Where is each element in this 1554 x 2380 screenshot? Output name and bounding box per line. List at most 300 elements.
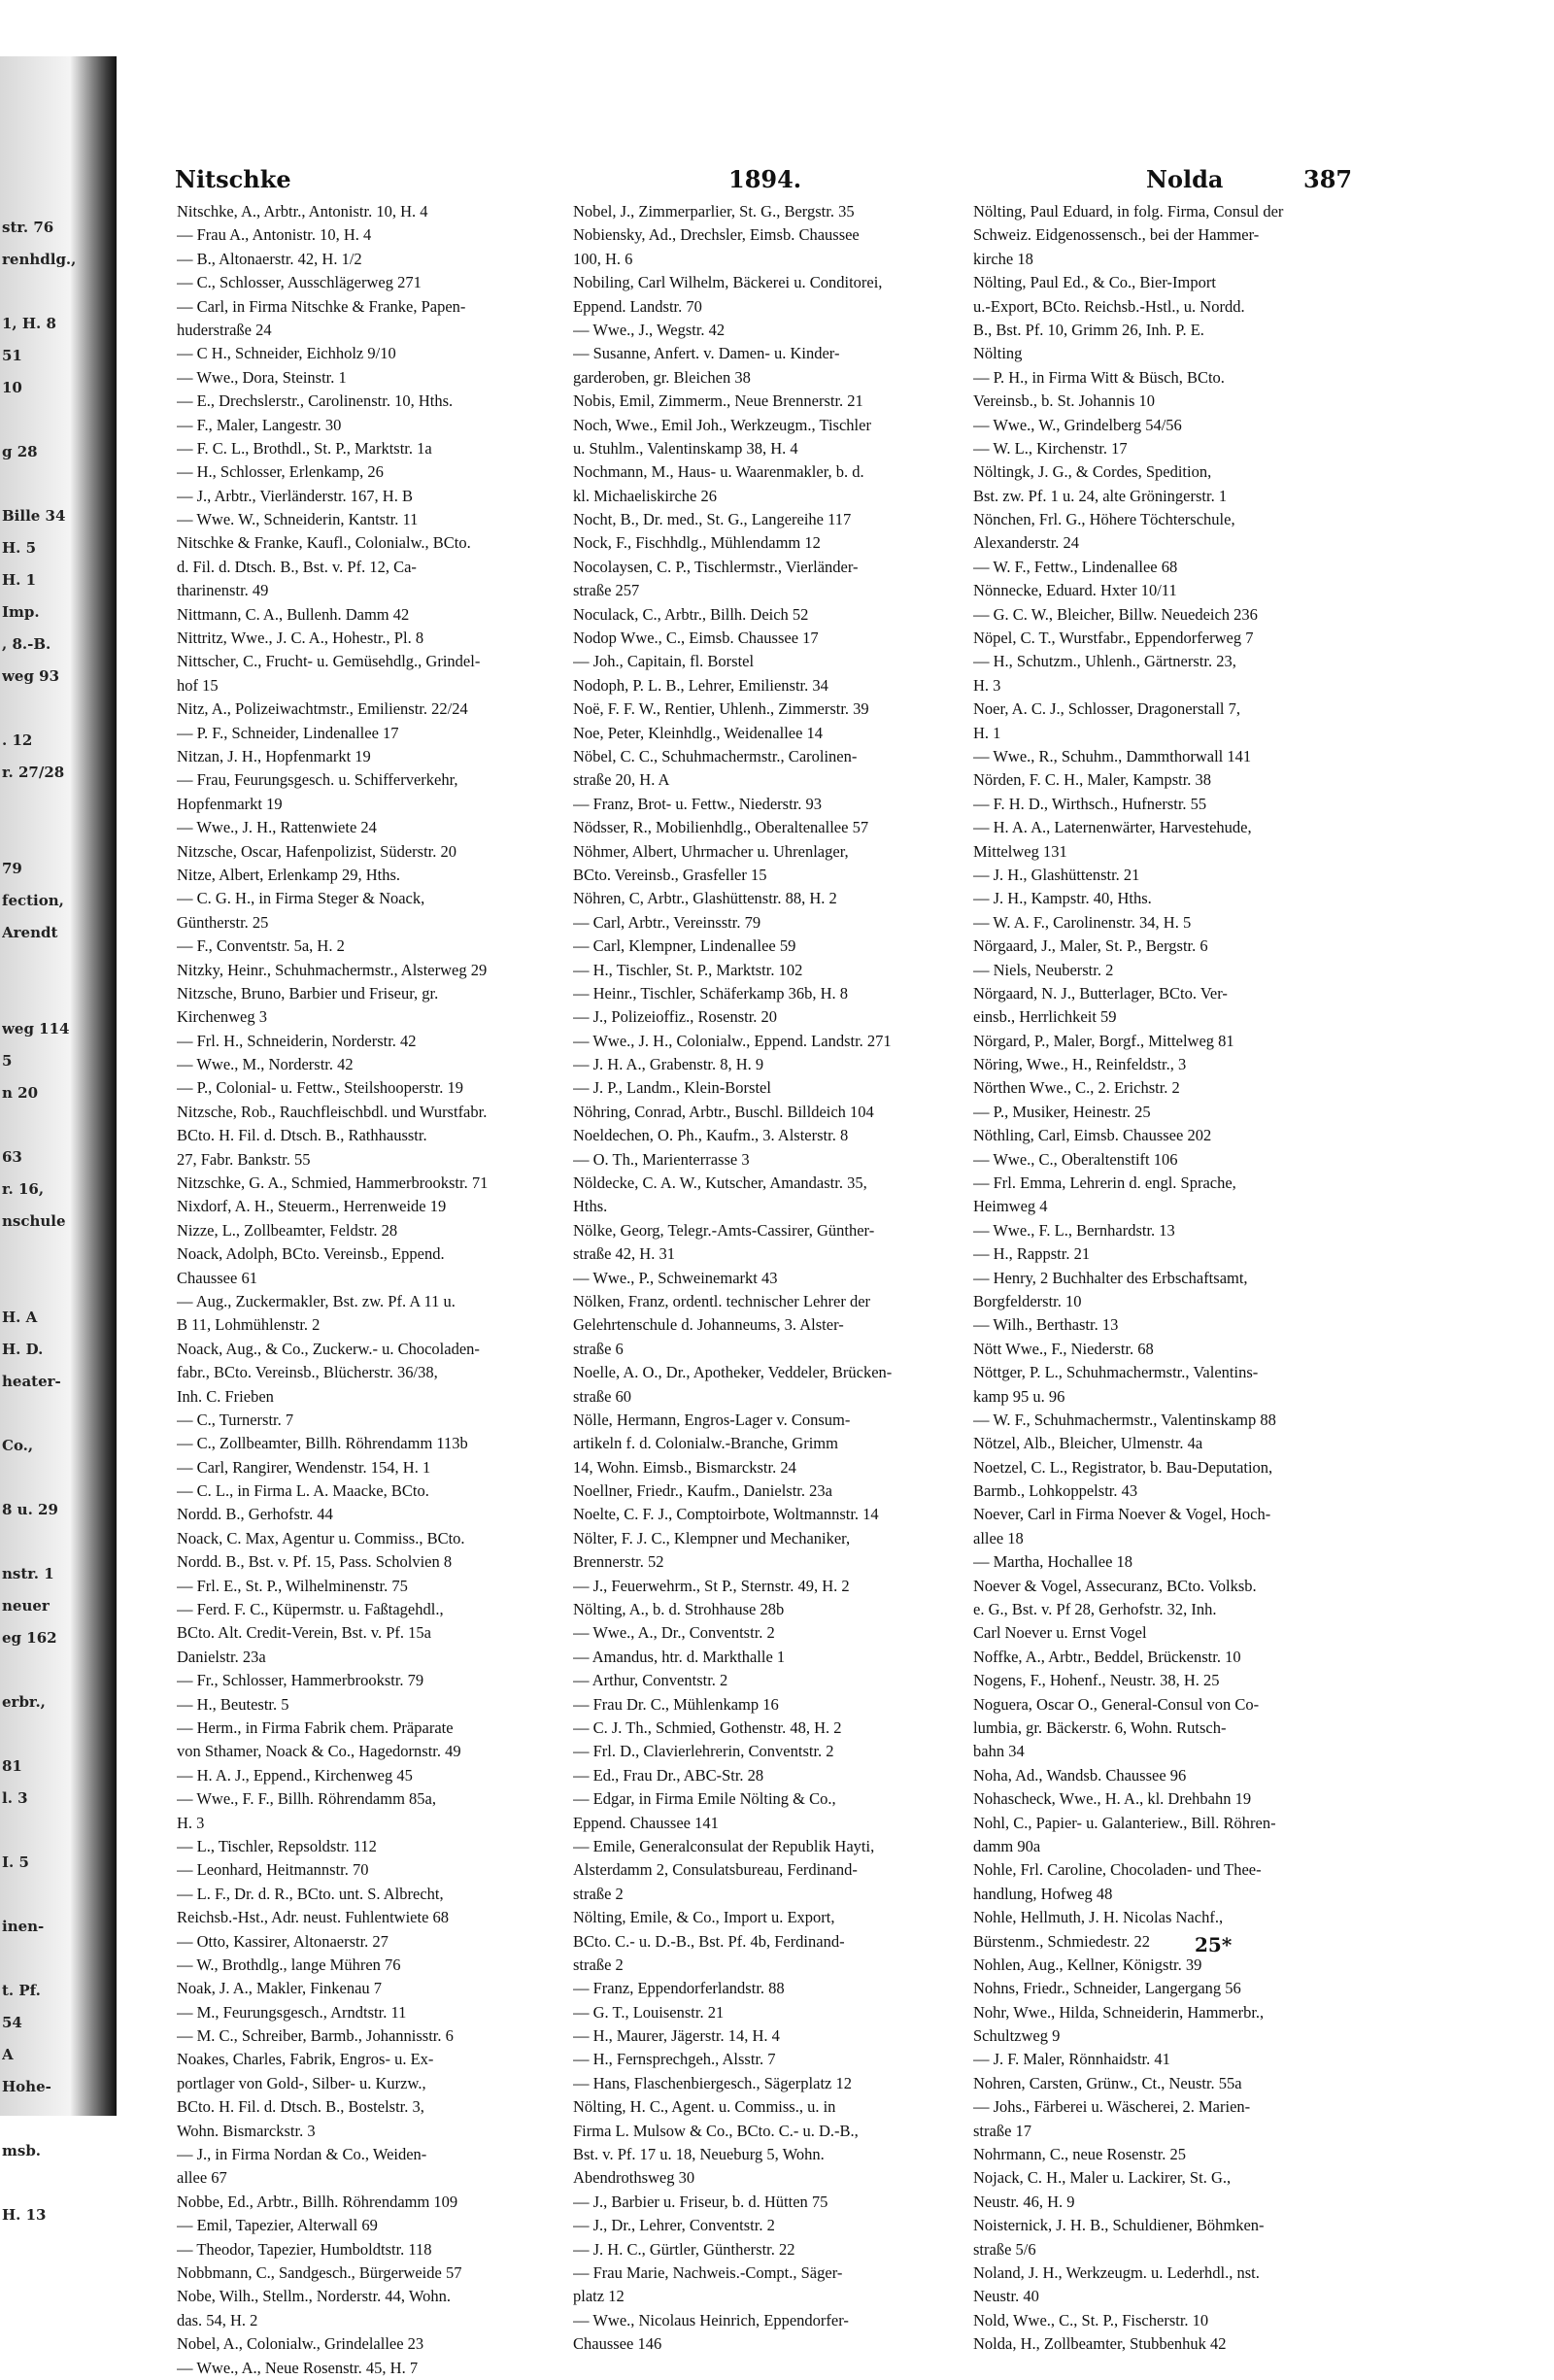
directory-entry-line: Nöring, Wwe., H., Reinfeldstr., 3 [973, 1055, 1187, 1074]
directory-entry-line: — J. H., Kampstr. 40, Hths. [973, 889, 1152, 908]
directory-entry-line: — C., Zollbeamter, Billh. Röhrendamm 113b [177, 1434, 468, 1453]
directory-entry-line: — Carl, in Firma Nitschke & Franke, Papen- [177, 296, 466, 316]
directory-entry-line: u. Stuhlm., Valentinskamp 38, H. 4 [573, 438, 798, 458]
directory-entry-line: Noever, Carl in Firma Noever & Vogel, Hoch- [973, 1505, 1271, 1524]
facing-page-fragment: l. 3 [2, 1789, 28, 1807]
directory-entry-line: Nittritz, Wwe., J. C. A., Hohestr., Pl. 8 [177, 629, 424, 648]
facing-page-fragment: H. 5 [2, 539, 37, 557]
directory-entry-line: — J. H. C., Gürtler, Güntherstr. 22 [573, 2239, 795, 2259]
directory-entry-line: — Wwe., F. L., Bernhardstr. 13 [973, 1220, 1175, 1240]
directory-entry-line: Nitze, Albert, Erlenkamp 29, Hths. [177, 865, 401, 884]
directory-entry-line: Nölting, A., b. d. Strohhause 28b [573, 1600, 785, 1619]
directory-entry-line: — Joh., Capitain, fl. Borstel [573, 652, 755, 671]
directory-entry-line: — Wwe. W., Schneiderin, Kantstr. 11 [177, 510, 419, 529]
header-left-catchword: Nitschke [175, 165, 291, 193]
directory-entry-line: — Carl, Arbtr., Vereinsstr. 79 [573, 912, 761, 932]
directory-entry-line: Nobbmann, C., Sandgesch., Bürgerweide 57 [177, 2262, 462, 2282]
directory-entry-line: Nohren, Carsten, Grünw., Ct., Neustr. 55a [973, 2073, 1242, 2092]
directory-entry-line: straße 60 [573, 1386, 632, 1406]
directory-entry-line: — Carl, Rangirer, Wendenstr. 154, H. 1 [177, 1457, 431, 1477]
directory-entry-line: — J., Dr., Lehrer, Conventstr. 2 [573, 2216, 775, 2235]
directory-entry-line: Nöldecke, C. A. W., Kutscher, Amandastr. 35, [573, 1173, 867, 1193]
directory-entry-line: — Susanne, Anfert. v. Damen- u. Kinder- [573, 344, 840, 363]
directory-entry-line: straße 257 [573, 581, 640, 600]
directory-entry-line: Noha, Ad., Wandsb. Chaussee 96 [973, 1765, 1187, 1785]
directory-entry-line: — M. C., Schreiber, Barmb., Johannisstr. 6 [177, 2026, 454, 2046]
directory-entry-line: Nörgard, P., Maler, Borgf., Mittelweg 81 [973, 1031, 1234, 1050]
facing-page-fragment: weg 114 [2, 1020, 70, 1037]
directory-entry-line: Nordd. B., Bst. v. Pf. 15, Pass. Scholvien 8 [177, 1552, 453, 1572]
directory-entry-line: Nitzsche, Rob., Rauchfleischbdl. und Wurstfabr. [177, 1102, 488, 1121]
directory-entry-line: Nörthen Wwe., C., 2. Erichstr. 2 [973, 1078, 1180, 1098]
facing-page-fragment: r. 16, [2, 1180, 45, 1198]
directory-entry-line: Heimweg 4 [973, 1197, 1048, 1216]
directory-entry-line: Noack, C. Max, Agentur u. Commiss., BCto. [177, 1528, 465, 1547]
directory-entry-line: — H., Rappstr. 21 [973, 1244, 1091, 1264]
directory-entry-line: Nödsser, R., Mobilienhdlg., Oberaltenallee 57 [573, 818, 869, 837]
facing-page-fragment [2, 1654, 117, 1686]
directory-entry-line: Alsterdamm 2, Consulatsbureau, Ferdinand- [573, 1860, 858, 1880]
directory-entry-line: — Leonhard, Heitmannstr. 70 [177, 1860, 369, 1880]
directory-entry-line: 27, Fabr. Bankstr. 55 [177, 1149, 311, 1169]
directory-entry-line: Firma L. Mulsow & Co., BCto. C.- u. D.-B., [573, 2121, 859, 2140]
directory-entry-line: Gelehrtenschule d. Johanneums, 3. Alster- [573, 1315, 844, 1335]
directory-entry-line: Reichsb.-Hst., Adr. neust. Fuhlentwiete 68 [177, 1908, 450, 1927]
directory-entry-line: — H., Schutzm., Uhlenh., Gärtnerstr. 23, [973, 652, 1236, 671]
directory-entry-line: Noffke, A., Arbtr., Beddel, Brückenstr. 10 [973, 1647, 1241, 1666]
directory-entry-line: — Ferd. F. C., Küpermstr. u. Faßtagehdl., [177, 1600, 444, 1619]
directory-entry-line: — G. T., Louisenstr. 21 [573, 2002, 725, 2022]
facing-page-fragment: t. Pf. [2, 1982, 41, 1999]
directory-entry-line: — Wwe., J., Wegstr. 42 [573, 320, 726, 339]
directory-entry-line: — P. F., Schneider, Lindenallee 17 [177, 723, 399, 742]
directory-entry-line: Noch, Wwe., Emil Joh., Werkzeugm., Tischler [573, 415, 871, 434]
header-right-catchword: Nolda [1146, 165, 1224, 193]
directory-entry-line: fabr., BCto. Vereinsb., Blücherstr. 36/38, [177, 1363, 438, 1382]
page-header [175, 165, 1353, 196]
directory-entry-line: Nötzel, Alb., Bleicher, Ulmenstr. 4a [973, 1434, 1203, 1453]
facing-page-fragment: renhdlg., [2, 251, 77, 268]
directory-entry-line: straße 17 [973, 2121, 1032, 2140]
directory-entry-line: Bst. zw. Pf. 1 u. 24, alte Gröningerstr. 1 [973, 486, 1228, 505]
directory-entry-line: Nöltingk, J. G., & Cordes, Spedition, [973, 462, 1212, 482]
directory-entry-line: B 11, Lohmühlenstr. 2 [177, 1315, 321, 1335]
directory-entry-line: Noak, J. A., Makler, Finkenau 7 [177, 1979, 383, 1998]
directory-entry-line: — Frau, Feurungsgesch. u. Schifferverkehr, [177, 770, 458, 790]
directory-entry-line: — J., in Firma Nordan & Co., Weiden- [177, 2145, 427, 2164]
directory-entry-line: Schweiz. Eidgenossensch., bei der Hammer- [973, 225, 1260, 245]
directory-entry-line: — Wwe., R., Schuhm., Dammthorwall 141 [973, 746, 1252, 765]
directory-entry-line: Nölting, Paul Ed., & Co., Bier-Import [973, 273, 1216, 292]
directory-entry-line: — B., Altonaerstr. 42, H. 1/2 [177, 249, 362, 268]
directory-entry-line: lumbia, gr. Bäckerstr. 6, Wohn. Rutsch- [973, 1718, 1227, 1737]
facing-page-fragment: erbr., [2, 1693, 46, 1711]
directory-entry-line: Nohle, Hellmuth, J. H. Nicolas Nachf., [973, 1908, 1224, 1927]
directory-entry-line: Inh. C. Frieben [177, 1386, 274, 1406]
directory-entry-line: — H., Schlosser, Erlenkamp, 26 [177, 462, 384, 482]
facing-page-fragment: nstr. 1 [2, 1565, 54, 1582]
directory-entry-line: Noguera, Oscar O., General-Consul von Co- [973, 1694, 1260, 1714]
directory-entry-line: Nöthling, Carl, Eimsb. Chaussee 202 [973, 1126, 1212, 1145]
directory-entry-line: kamp 95 u. 96 [973, 1386, 1065, 1406]
directory-entry-line: H. 1 [973, 723, 1001, 742]
facing-page-fragment: Hohe- [2, 2078, 51, 2095]
directory-entry-line: Nöttger, P. L., Schuhmachermstr., Valentins- [973, 1363, 1259, 1382]
directory-entry-line: — Wwe., C., Oberaltenstift 106 [973, 1149, 1178, 1169]
directory-entry-line: Nitz, A., Polizeiwachtmstr., Emilienstr. 22/24 [177, 699, 468, 719]
directory-entry-line: — Frl. E., St. P., Wilhelminenstr. 75 [177, 1576, 408, 1595]
directory-entry-line: H. 3 [177, 1813, 205, 1832]
directory-entry-line: — Heinr., Tischler, Schäferkamp 36b, H. 8 [573, 983, 849, 1003]
directory-entry-line: — Ed., Frau Dr., ABC-Str. 28 [573, 1765, 764, 1785]
facing-page-fragment: , 8.-B. [2, 635, 51, 653]
directory-entry-line: BCto. H. Fil. d. Dtsch. B., Rathhausstr. [177, 1126, 427, 1145]
facing-page-fragment [2, 1815, 117, 1847]
directory-entry-line: Noer, A. C. J., Schlosser, Dragonerstall 7, [973, 699, 1241, 719]
facing-page-fragment: H. A [2, 1309, 38, 1326]
directory-entry-line: — H., Beutestr. 5 [177, 1694, 289, 1714]
facing-page-fragment: Imp. [2, 603, 40, 621]
facing-page-fragment: msb. [2, 2142, 42, 2159]
directory-entry-line: Nönnecke, Eduard. Hxter 10/11 [973, 581, 1177, 600]
facing-page-fragment [2, 1109, 117, 1141]
directory-entry-line: Noe, Peter, Kleinhdlg., Weidenallee 14 [573, 723, 824, 742]
directory-entry-line: 100, H. 6 [573, 249, 633, 268]
directory-entry-line: Schultzweg 9 [973, 2026, 1061, 2046]
directory-entry-line: — H., Tischler, St. P., Marktstr. 102 [573, 960, 803, 979]
facing-page-fragment: heater- [2, 1373, 61, 1390]
directory-entry-line: Nittmann, C. A., Bullenh. Damm 42 [177, 604, 410, 624]
directory-entry-line: — Wilh., Berthastr. 13 [973, 1315, 1119, 1335]
directory-entry-line: Neustr. 46, H. 9 [973, 2192, 1075, 2211]
directory-entry-line: Nixdorf, A. H., Steuerm., Herrenweide 19 [177, 1197, 447, 1216]
directory-entry-line: BCto. C.- u. D.-B., Bst. Pf. 4b, Ferdinand- [573, 1931, 845, 1951]
directory-entry-line: — J., Polizeioffiz., Rosenstr. 20 [573, 1007, 778, 1027]
directory-entry-line: Nock, F., Fischhdlg., Mühlendamm 12 [573, 533, 821, 553]
directory-entry-line: Nöbel, C. C., Schuhmachermstr., Carolinen- [573, 746, 858, 765]
directory-entry-line: Wohn. Bismarckstr. 3 [177, 2121, 316, 2140]
directory-entry-line: Nocolaysen, C. P., Tischlermstr., Vierländer- [573, 557, 859, 576]
directory-entry-line: — C., Turnerstr. 7 [177, 1410, 294, 1429]
directory-entry-line: Noculack, C., Arbtr., Billh. Deich 52 [573, 604, 809, 624]
facing-page-fragment [2, 276, 117, 308]
directory-entry-line: — F., Maler, Langestr. 30 [177, 415, 342, 434]
directory-entry-line: — Aug., Zuckermakler, Bst. zw. Pf. A 11 u. [177, 1291, 456, 1310]
facing-page-fragment [2, 821, 117, 853]
facing-page-fragment [2, 1462, 117, 1494]
facing-page-fragment [2, 693, 117, 725]
directory-entry-line: straße 2 [573, 1955, 624, 1974]
directory-entry-line: Nold, Wwe., C., St. P., Fischerstr. 10 [973, 2310, 1209, 2329]
directory-entry-line: Barmb., Lohkoppelstr. 43 [973, 1481, 1138, 1501]
facing-page-fragment: inen- [2, 1918, 45, 1935]
directory-entry-line: hof 15 [177, 675, 219, 695]
directory-entry-line: Nölting, H. C., Agent. u. Commiss., u. in [573, 2097, 836, 2117]
facing-page-fragment: g 28 [2, 443, 38, 460]
directory-entry-line: tharinenstr. 49 [177, 581, 269, 600]
directory-entry-line: — L., Tischler, Repsoldstr. 112 [177, 1836, 377, 1855]
directory-entry-line: Noever & Vogel, Assecuranz, BCto. Volksb. [973, 1576, 1257, 1595]
directory-entry-line: straße 6 [573, 1339, 624, 1358]
facing-page-fragment: 8 u. 29 [2, 1501, 58, 1518]
directory-entry-line: — M., Feurungsgesch., Arndtstr. 11 [177, 2002, 407, 2022]
directory-entry-line: — Wwe., A., Neue Rosenstr. 45, H. 7 [177, 2358, 419, 2377]
facing-page-fragment [2, 1238, 117, 1270]
directory-entry-line: Nölter, F. J. C., Klempner und Mechaniker, [573, 1528, 851, 1547]
facing-page-fragment: 1, H. 8 [2, 315, 56, 332]
directory-entry-line: — J. P., Landm., Klein-Borstel [573, 1078, 771, 1098]
directory-entry-line: Nönchen, Frl. G., Höhere Töchterschule, [973, 510, 1235, 529]
directory-entry-line: Nohascheck, Wwe., H. A., kl. Drehbahn 19 [973, 1789, 1252, 1809]
directory-entry-line: Nitzky, Heinr., Schuhmachermstr., Alsterweg 29 [177, 960, 488, 979]
directory-entry-line: d. Fil. d. Dtsch. B., Bst. v. Pf. 12, Ca- [177, 557, 417, 576]
facing-page-fragment: 10 [2, 379, 22, 396]
directory-entry-line: — Frau Dr. C., Mühlenkamp 16 [573, 1694, 779, 1714]
directory-entry-line: das. 54, H. 2 [177, 2310, 258, 2329]
directory-entry-line: Nocht, B., Dr. med., St. G., Langereihe 117 [573, 510, 852, 529]
directory-entry-line: — Fr., Schlosser, Hammerbrookstr. 79 [177, 1671, 424, 1690]
directory-entry-line: Nölke, Georg, Telegr.-Amts-Cassirer, Günther- [573, 1220, 875, 1240]
directory-entry-line: Nött Wwe., F., Niederstr. 68 [973, 1339, 1154, 1358]
directory-entry-line: — W. L., Kirchenstr. 17 [973, 438, 1128, 458]
facing-page-fragment: 63 [2, 1148, 22, 1166]
directory-entry-line: Nodoph, P. L. B., Lehrer, Emilienstr. 34 [573, 675, 828, 695]
facing-page-fragment: weg 93 [2, 667, 60, 685]
directory-entry-line: — Niels, Neuberstr. 2 [973, 960, 1114, 979]
directory-entry-line: u.-Export, BCto. Reichsb.-Hstl., u. Nordd. [973, 296, 1245, 316]
directory-entry-line: Mittelweg 131 [973, 841, 1067, 861]
directory-entry-line: H. 3 [973, 675, 1001, 695]
facing-page-fragment [2, 468, 117, 500]
facing-page-fragment [2, 2167, 117, 2199]
directory-entry-line: — Wwe., J. H., Colonialw., Eppend. Landstr. 271 [573, 1031, 892, 1050]
directory-entry-line: Nitschke, A., Arbtr., Antonistr. 10, H. 4 [177, 202, 428, 221]
directory-entry-line: Noack, Adolph, BCto. Vereinsb., Eppend. [177, 1244, 445, 1264]
directory-entry-line: — Wwe., A., Dr., Conventstr. 2 [573, 1623, 775, 1643]
directory-entry-line: Nitzan, J. H., Hopfenmarkt 19 [177, 746, 371, 765]
directory-entry-line: Nolda, H., Zollbeamter, Stubbenhuk 42 [973, 2334, 1227, 2354]
directory-entry-line: Carl Noever u. Ernst Vogel [973, 1623, 1147, 1643]
directory-entry-line: — Frl. Emma, Lehrerin d. engl. Sprache, [973, 1173, 1236, 1193]
directory-entry-line: — F. C. L., Brothdl., St. P., Marktstr. 1a [177, 438, 432, 458]
directory-entry-line: — C., Schlosser, Ausschlägerweg 271 [177, 273, 422, 292]
facing-page-fragment: I. 5 [2, 1853, 29, 1871]
directory-entry-line: Güntherstr. 25 [177, 912, 269, 932]
directory-entry-line: — Frau Marie, Nachweis.-Compt., Säger- [573, 2262, 843, 2282]
directory-entry-line: Noakes, Charles, Fabrik, Engros- u. Ex- [177, 2050, 434, 2069]
directory-entry-line: — G. C. W., Bleicher, Billw. Neuedeich 236 [973, 604, 1258, 624]
facing-page-fragment: 51 [2, 347, 22, 364]
facing-page-fragment [2, 1526, 117, 1558]
directory-entry-line: — H., Fernsprechgeh., Alsstr. 7 [573, 2050, 776, 2069]
directory-entry-line: Noellner, Friedr., Kaufm., Danielstr. 23a [573, 1481, 832, 1501]
directory-entry-line: — Edgar, in Firma Emile Nölting & Co., [573, 1789, 836, 1809]
directory-entry-line: kirche 18 [973, 249, 1033, 268]
directory-entry-line: Chaussee 146 [573, 2334, 662, 2354]
directory-entry-line: — Wwe., Nicolaus Heinrich, Eppendorfer- [573, 2310, 849, 2329]
directory-entry-line: Nojack, C. H., Maler u. Lackirer, St. G., [973, 2168, 1232, 2188]
directory-entry-line: Nodop Wwe., C., Eimsb. Chaussee 17 [573, 629, 819, 648]
facing-page-fragment [2, 789, 117, 821]
directory-entry-line: Nitzsche, Bruno, Barbier und Friseur, gr. [177, 983, 439, 1003]
directory-entry-line: Nittscher, C., Frucht- u. Gemüsehdlg., Grindel- [177, 652, 481, 671]
directory-entry-line: — L. F., Dr. d. R., BCto. unt. S. Albrecht, [177, 1884, 444, 1903]
facing-page-fragment: 81 [2, 1757, 22, 1775]
directory-entry-line: Nobel, J., Zimmerparlier, St. G., Bergstr. 35 [573, 202, 855, 221]
directory-entry-line: Nölken, Franz, ordentl. technischer Lehrer der [573, 1291, 871, 1310]
facing-page-fragment: Bille 34 [2, 507, 66, 525]
directory-entry-line: Abendrothsweg 30 [573, 2168, 695, 2188]
directory-entry-line: Nitschke & Franke, Kaufl., Colonialw., BCto. [177, 533, 471, 553]
facing-page-fragment: H. 13 [2, 2206, 47, 2224]
directory-entry-line: — Otto, Kassirer, Altonaerstr. 27 [177, 1931, 388, 1951]
directory-entry-line: Brennerstr. 52 [573, 1552, 664, 1572]
directory-entry-line: Nobe, Wilh., Stellm., Norderstr. 44, Wohn. [177, 2287, 452, 2306]
directory-entry-line: — W., Brothdlg., lange Mühren 76 [177, 1955, 401, 1974]
directory-entry-line: — H. A. A., Laternenwärter, Harvestehude, [973, 818, 1252, 837]
facing-page-fragment [2, 1943, 117, 1975]
directory-entry-line: — Johs., Färberei u. Wäscherei, 2. Marien- [973, 2097, 1251, 2117]
directory-entry-line: — F., Conventstr. 5a, H. 2 [177, 936, 345, 956]
directory-column-3 [973, 200, 1367, 2357]
directory-entry-line: — J. H., Glashüttenstr. 21 [973, 865, 1140, 884]
directory-entry-line: artikeln f. d. Colonialw.-Branche, Grimm [573, 1434, 838, 1453]
directory-entry-line: portlager von Gold-, Silber- u. Kurzw., [177, 2073, 426, 2092]
directory-entry-line: Nohns, Friedr., Schneider, Langergang 56 [973, 1979, 1241, 1998]
directory-entry-line: Danielstr. 23a [177, 1647, 266, 1666]
directory-entry-line: — J. F. Maler, Rönnhaidstr. 41 [973, 2050, 1170, 2069]
directory-entry-line: — C. L., in Firma L. A. Maacke, BCto. [177, 1481, 429, 1501]
directory-entry-line: Chaussee 61 [177, 1268, 257, 1287]
facing-page-fragment [2, 1718, 117, 1751]
facing-page-fragment: fection, [2, 892, 64, 909]
directory-entry-line: straße 2 [573, 1884, 624, 1903]
directory-entry-line: Nöhren, C, Arbtr., Glashüttenstr. 88, H. 2 [573, 889, 837, 908]
directory-entry-line: Nitzschke, G. A., Schmied, Hammerbrookstr. 71 [177, 1173, 489, 1193]
directory-entry-line: — Frl. H., Schneiderin, Norderstr. 42 [177, 1031, 417, 1050]
facing-page-fragment: H. D. [2, 1341, 44, 1358]
facing-page-fragment: H. 1 [2, 571, 37, 589]
directory-entry-line: Nölting, Emile, & Co., Import u. Export, [573, 1908, 835, 1927]
directory-entry-line: — Carl, Klempner, Lindenallee 59 [573, 936, 796, 956]
directory-entry-line: Nohl, C., Papier- u. Galanteriew., Bill. Röhren- [973, 1813, 1276, 1832]
directory-entry-line: Nobis, Emil, Zimmerm., Neue Brennerstr. 21 [573, 391, 863, 411]
directory-entry-line: — Arthur, Conventstr. 2 [573, 1671, 728, 1690]
directory-entry-line: — P. H., in Firma Witt & Büsch, BCto. [973, 367, 1225, 387]
directory-entry-line: straße 5/6 [973, 2239, 1036, 2259]
facing-page-fragment [2, 981, 117, 1013]
facing-page-fragment: A [2, 2046, 14, 2063]
facing-page-fragment: eg 162 [2, 1629, 57, 1647]
directory-entry-line: Nobiensky, Ad., Drechsler, Eimsb. Chaussee [573, 225, 860, 245]
directory-entry-line: — J., Feuerwehrm., St P., Sternstr. 49, H. 2 [573, 1576, 850, 1595]
directory-entry-line: — J., Arbtr., Vierländerstr. 167, H. B [177, 486, 413, 505]
directory-entry-line: — J., Barbier u. Friseur, b. d. Hütten 75 [573, 2192, 828, 2211]
facing-page-fragment: 54 [2, 2014, 22, 2031]
directory-entry-line: — P., Colonial- u. Fettw., Steilshooperstr. 19 [177, 1078, 464, 1098]
directory-entry-line: Nohle, Frl. Caroline, Chocoladen- und Thee- [973, 1860, 1262, 1880]
directory-entry-line: einsb., Herrlichkeit 59 [973, 1007, 1117, 1027]
directory-entry-line: — Henry, 2 Buchhalter des Erbschaftsamt, [973, 1268, 1248, 1287]
directory-entry-line: — Emil, Tapezier, Alterwall 69 [177, 2216, 378, 2235]
directory-entry-line: Nöhmer, Albert, Uhrmacher u. Uhrenlager, [573, 841, 849, 861]
directory-entry-line: — C H., Schneider, Eichholz 9/10 [177, 344, 396, 363]
directory-entry-line: Noisternick, J. H. B., Schuldiener, Böhmken- [973, 2216, 1265, 2235]
directory-entry-line: BCto. Alt. Credit-Verein, Bst. v. Pf. 15a [177, 1623, 432, 1643]
directory-entry-line: Noack, Aug., & Co., Zuckerw.- u. Chocoladen- [177, 1339, 480, 1358]
directory-entry-line: — P., Musiker, Heinestr. 25 [973, 1102, 1151, 1121]
directory-entry-line: Eppend. Landstr. 70 [573, 296, 702, 316]
facing-page-fragment: n 20 [2, 1084, 39, 1102]
directory-entry-line: Noelle, A. O., Dr., Apotheker, Veddeler, Brücken- [573, 1363, 893, 1382]
directory-entry-line: Bürstenm., Schmiedestr. 22 [973, 1931, 1150, 1951]
directory-entry-line: kl. Michaeliskirche 26 [573, 486, 718, 505]
directory-entry-line: — C. G. H., in Firma Steger & Noack, [177, 889, 425, 908]
directory-entry-line: — W. A. F., Carolinenstr. 34, H. 5 [973, 912, 1192, 932]
facing-page-fragment: . 12 [2, 731, 33, 749]
directory-entry-line: garderoben, gr. Bleichen 38 [573, 367, 751, 387]
directory-entry-line: Nohr, Wwe., Hilda, Schneiderin, Hammerbr., [973, 2002, 1265, 2022]
directory-entry-line: — W. F., Schuhmachermstr., Valentinskamp 88 [973, 1410, 1276, 1429]
header-year: 1894. [728, 165, 802, 193]
directory-entry-line: Nizze, L., Zollbeamter, Feldstr. 28 [177, 1220, 398, 1240]
facing-page-edge [0, 56, 117, 2224]
directory-entry-line: e. G., Bst. v. Pf 28, Gerhofstr. 32, Inh. [973, 1600, 1217, 1619]
directory-entry-line: Hths. [573, 1197, 608, 1216]
directory-entry-line: Vereinsb., b. St. Johannis 10 [973, 391, 1155, 411]
directory-entry-line: Nölle, Hermann, Engros-Lager v. Consum- [573, 1410, 851, 1429]
directory-entry-line: Noeldechen, O. Ph., Kaufm., 3. Alsterstr. 8 [573, 1126, 849, 1145]
directory-entry-line: Eppend. Chaussee 141 [573, 1813, 719, 1832]
directory-entry-line: Nobiling, Carl Wilhelm, Bäckerei u. Conditorei, [573, 273, 883, 292]
directory-entry-line: — Franz, Eppendorferlandstr. 88 [573, 1979, 785, 1998]
directory-entry-line: Noland, J. H., Werkzeugm. u. Lederhdl., nst. [973, 2262, 1260, 2282]
directory-entry-line: Nohrmann, C., neue Rosenstr. 25 [973, 2145, 1187, 2164]
directory-entry-line: handlung, Hofweg 48 [973, 1884, 1113, 1903]
directory-entry-line: — Martha, Hochallee 18 [973, 1552, 1133, 1572]
directory-entry-line: — W. F., Fettw., Lindenallee 68 [973, 557, 1178, 576]
directory-entry-line: B., Bst. Pf. 10, Grimm 26, Inh. P. E. [973, 320, 1204, 339]
directory-entry-line: Nohlen, Aug., Kellner, Königstr. 39 [973, 1955, 1202, 1974]
directory-column-2 [573, 200, 966, 2357]
directory-entry-line: BCto. Vereinsb., Grasfeller 15 [573, 865, 767, 884]
facing-page-fragment [2, 2103, 117, 2135]
directory-entry-line: — F. H. D., Wirthsch., Hufnerstr. 55 [973, 794, 1207, 813]
facing-page-fragment [2, 1270, 117, 1302]
directory-entry-line: Nogens, F., Hohenf., Neustr. 38, H. 25 [973, 1671, 1220, 1690]
directory-entry-line: Nochmann, M., Haus- u. Waarenmakler, b. d. [573, 462, 864, 482]
directory-column-1 [177, 200, 570, 2380]
directory-entry-line: — O. Th., Marienterrasse 3 [573, 1149, 750, 1169]
directory-entry-line: bahn 34 [973, 1742, 1025, 1761]
directory-entry-line: allee 67 [177, 2168, 227, 2188]
facing-page-fragment [2, 404, 117, 436]
facing-page-fragment: 5 [2, 1052, 13, 1070]
facing-page-fragment: Arendt [2, 924, 58, 941]
directory-entry-line: 14, Wohn. Eimsb., Bismarckstr. 24 [573, 1457, 796, 1477]
page-number: 387 [1303, 165, 1353, 193]
directory-entry-line: — Frl. D., Clavierlehrerin, Conventstr. 2 [573, 1742, 834, 1761]
directory-entry-line: Nobel, A., Colonialw., Grindelallee 23 [177, 2334, 424, 2354]
directory-entry-line: Kirchenweg 3 [177, 1007, 268, 1027]
directory-entry-line: Hopfenmarkt 19 [177, 794, 283, 813]
facing-page-fragment [2, 1879, 117, 1911]
facing-page-text-fragments [2, 212, 117, 2231]
directory-entry-line: Noetzel, C. L., Registrator, b. Bau-Deputation, [973, 1457, 1273, 1477]
directory-entry-line: — Wwe., P., Schweinemarkt 43 [573, 1268, 778, 1287]
directory-entry-line: — Emile, Generalconsulat der Republik Hayti, [573, 1836, 875, 1855]
signature-mark: 25* [1195, 1933, 1233, 1956]
